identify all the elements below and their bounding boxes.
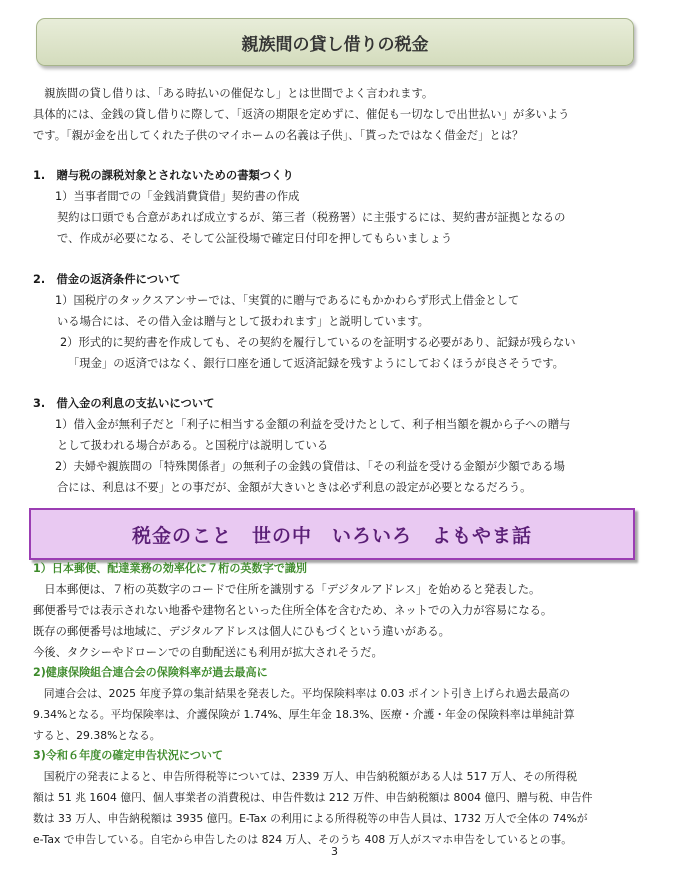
news1-line: 今後、タクシーやドローンでの自動配送にも利用が拡大されそうだ。 <box>33 646 383 659</box>
section2-line: いる場合には、その借入金は贈与として扱われます」と説明しています。 <box>57 315 429 328</box>
news1-heading: 1）日本郵便、配達業務の効率化に７桁の英数字で識別 <box>33 562 307 575</box>
news3-line: 額は 51 兆 1604 億円、個人事業者の消費税は、申告件数は 212 万件、申告納税額は 8004 億円、贈与税、申告件 <box>33 791 593 804</box>
news3-line: 数は 33 万人、申告納税額は 3935 億円。E-Tax の利用による所得税等の申告人員は、1732 万人で全体の 74%が <box>33 812 588 825</box>
section1-body-line: で、作成が必要になる、そして公証役場で確定日付印を押してもらいましょう <box>57 232 453 245</box>
section3-line: 1）借入金が無利子だと「利子に相当する金額の利益を受けたとして、利子相当額を親から子への贈与 <box>55 418 571 431</box>
section2-heading: 2. 借金の返済条件について <box>33 273 181 286</box>
section1-item: 1）当事者間での「金銭消費貸借」契約書の作成 <box>55 190 300 203</box>
section2-line: 「現金」の返済ではなく、銀行口座を通して返済記録を残すようにしておくほうが良さそうです。 <box>68 357 564 370</box>
news1-line: 日本郵便は、７桁の英数字のコードで住所を識別する「デジタルアドレス」を始めると発表した。 <box>33 583 541 596</box>
intro-line: 親族間の貸し借りは、「ある時払いの催促なし」とは世間でよく言われます。 <box>33 87 434 100</box>
intro-line: 具体的には、金銭の貸し借りに際して、「返済の期限を定めずに、催促も一切なしで出世払い」が多いよう <box>33 108 570 121</box>
news3-line: 国税庁の発表によると、申告所得税等については、2339 万人、申告納税額がある人は 517 万人、その所得税 <box>33 770 578 783</box>
intro-line: です。「親が金を出してくれた子供のマイホームの名義は子供」、「貰ったではなく借金だ」とは？ <box>33 129 524 142</box>
news2-line: すると、29.38%となる。 <box>33 729 161 742</box>
page-number: 3 <box>331 845 338 858</box>
section-banner: 税金のこと 世の中 いろいろ よもやま話 <box>29 508 635 560</box>
section1-heading: 1. 贈与税の課税対象とされないための書類つくり <box>33 169 294 182</box>
news2-line: 同連合会は、2025 年度予算の集計結果を発表した。平均保険料率は 0.03 ポイント引き上げられ過去最高の <box>33 687 570 700</box>
section2-line: 1）国税庁のタックスアンサーでは、「実質的に贈与であるにもかかわらず形式上借金として <box>55 294 520 307</box>
news3-line: e-Tax で申告している。自宅から申告したのは 824 万人、そのうち 408 万人がスマホ申告をしているとの事。 <box>33 833 572 846</box>
section3-heading: 3. 借入金の利息の支払いについて <box>33 397 215 410</box>
section3-line: として扱われる場合がある。と国税庁は説明している <box>57 439 329 452</box>
section3-line: 2）夫婦や親族間の「特殊関係者」の無利子の金銭の貸借は、「その利益を受ける金額が少額である場 <box>55 460 565 473</box>
news3-heading: 3)令和６年度の確定申告状況について <box>33 749 224 762</box>
section3-line: 合には、利息は不要」との事だが、金額が大きいときは必ず利息の設定が必要となるだろう。 <box>57 481 532 494</box>
news1-line: 郵便番号では表示されない地番や建物名といった住所全体を含むため、ネットでの入力が容易になる。 <box>33 604 553 617</box>
news1-line: 既存の郵便番号は地域に、デジタルアドレスは個人にひもづくという違いがある。 <box>33 625 450 638</box>
section2-line: 2）形式的に契約書を作成しても、その契約を履行しているのを証明する必要があり、記録が残らない <box>60 336 576 349</box>
news2-line: 9.34%となる。平均保険率は、介護保険が 1.74%、厚生年金 18.3%、医療・介護・年金の保険料率は単純計算 <box>33 708 575 721</box>
section1-body-line: 契約は口頭でも合意があれば成立するが、第三者（税務署）に主張するには、契約書が証拠となるの <box>57 211 566 224</box>
page-title: 親族間の貸し借りの税金 <box>36 18 634 66</box>
news2-heading: 2)健康保険組合連合会の保険料率が過去最高に <box>33 666 268 679</box>
